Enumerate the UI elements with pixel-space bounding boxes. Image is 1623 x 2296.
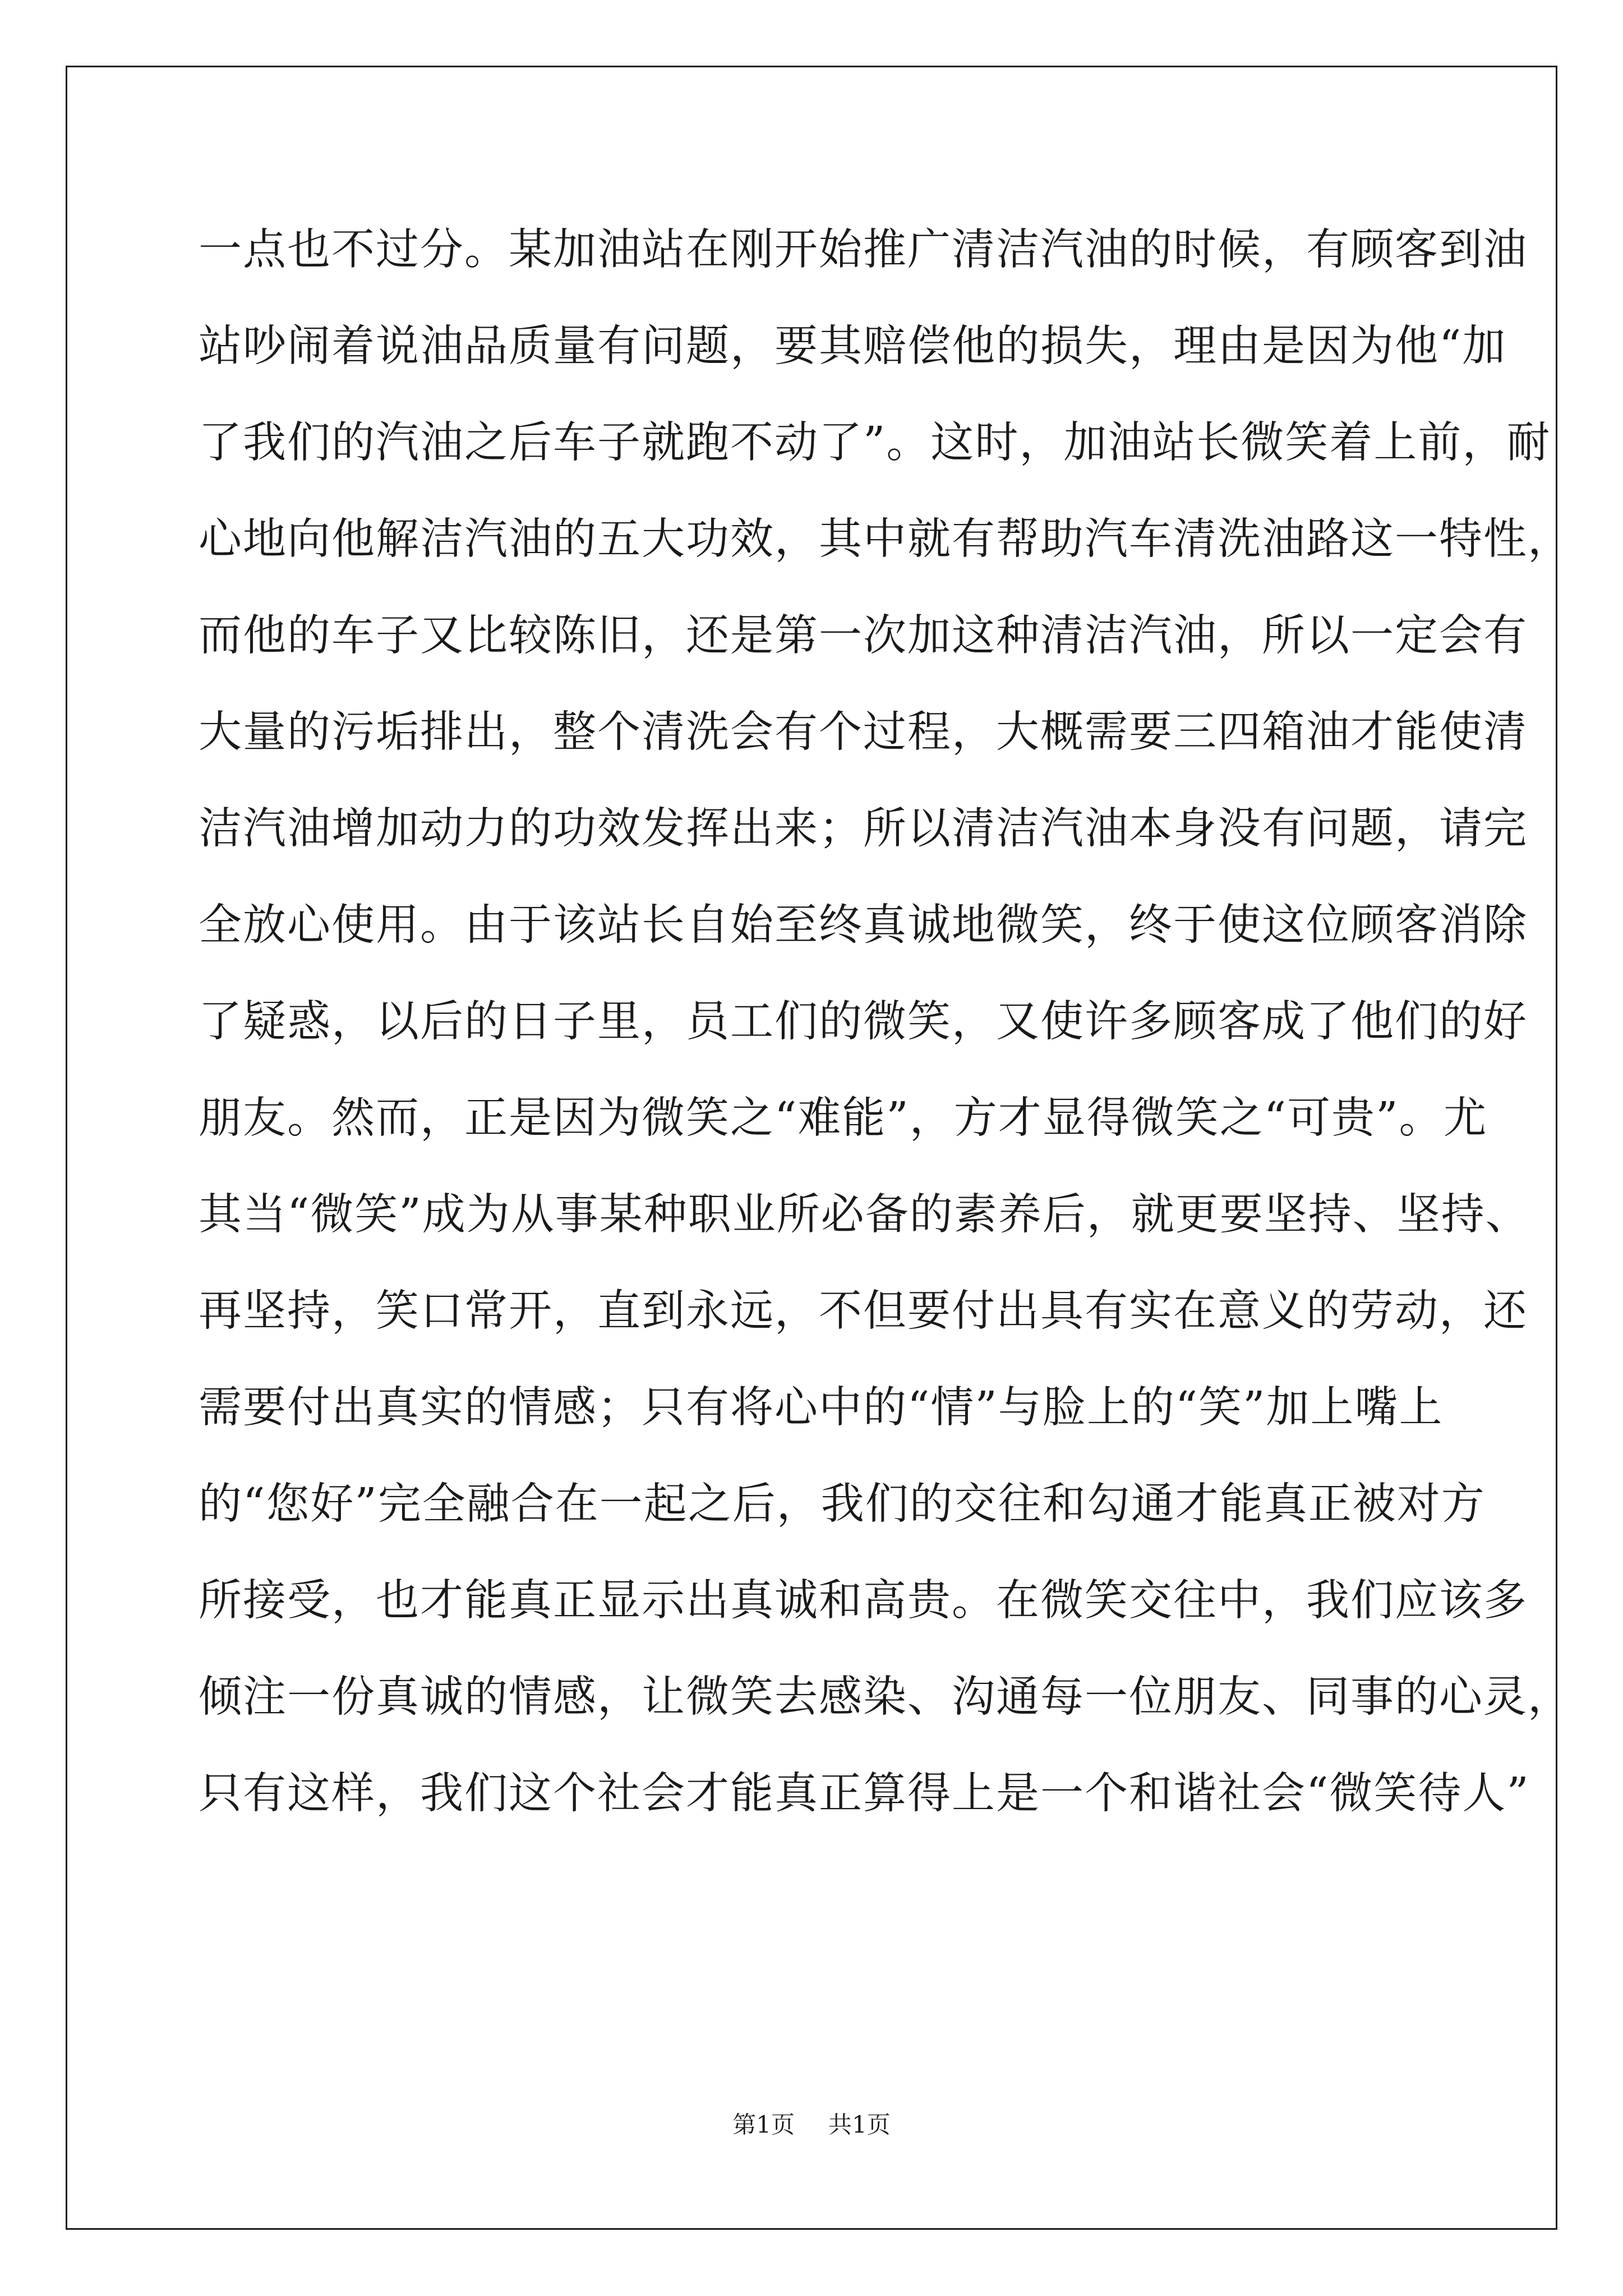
text-line: 需要付出真实的情感；只有将心中的“情”与脸上的“笑”加上嘴上 (199, 1383, 1444, 1433)
text-line: 的“您好”完全融合在一起之后，我们的交往和勾通才能真正被对方 (199, 1479, 1486, 1529)
text-line: 倾注一份真诚的情感，让微笑去感染、沟通每一位朋友、同事的心灵， (199, 1672, 1572, 1722)
text-line: 一点也不过分。某加油站在刚开始推广清洁汽油的时候，有顾客到油 (199, 225, 1528, 275)
text-line: 所接受，也才能真正显示出真诚和高贵。在微笑交往中，我们应该多 (199, 1576, 1528, 1626)
text-line: 了我们的汽油之后车子就跑不动了”。这时，加油站长微笑着上前，耐 (199, 418, 1551, 468)
text-line: 站吵闹着说油品质量有问题，要其赔偿他的损失，理由是因为他“加 (199, 321, 1507, 371)
body-text (199, 202, 1572, 1842)
text-line: 洁汽油增加动力的功效发挥出来；所以清洁汽油本身没有问题，请完 (199, 804, 1528, 854)
text-line: 了疑惑，以后的日子里，员工们的微笑，又使许多顾客成了他们的好 (199, 997, 1528, 1047)
text-line: 只有这样，我们这个社会才能真正算得上是一个和谐社会“微笑待人” (199, 1769, 1530, 1819)
text-line: 朋友。然而，正是因为微笑之“难能”，方才显得微笑之“可贵”。尤 (199, 1093, 1488, 1143)
text-line: 而他的车子又比较陈旧，还是第一次加这种清洁汽油，所以一定会有 (199, 611, 1528, 661)
text-line: 全放心使用。由于该站长自始至终真诚地微笑，终于使这位顾客消除 (199, 900, 1528, 950)
text-line: 再坚持，笑口常开，直到永远，不但要付出具有实在意义的劳动，还 (199, 1286, 1528, 1336)
text-line: 心地向他解洁汽油的五大功效，其中就有帮助汽车清洗油路这一特性， (199, 514, 1572, 564)
text-line: 其当“微笑”成为从事某种职业所必备的素养后，就更要坚持、坚持、 (199, 1190, 1530, 1240)
page-footer (0, 2108, 1623, 2142)
page-number-current: 第1页 (732, 2111, 795, 2138)
page-number-total: 共1页 (828, 2111, 891, 2138)
text-line: 大量的污垢排出，整个清洗会有个过程，大概需要三四箱油才能使清 (199, 707, 1528, 757)
